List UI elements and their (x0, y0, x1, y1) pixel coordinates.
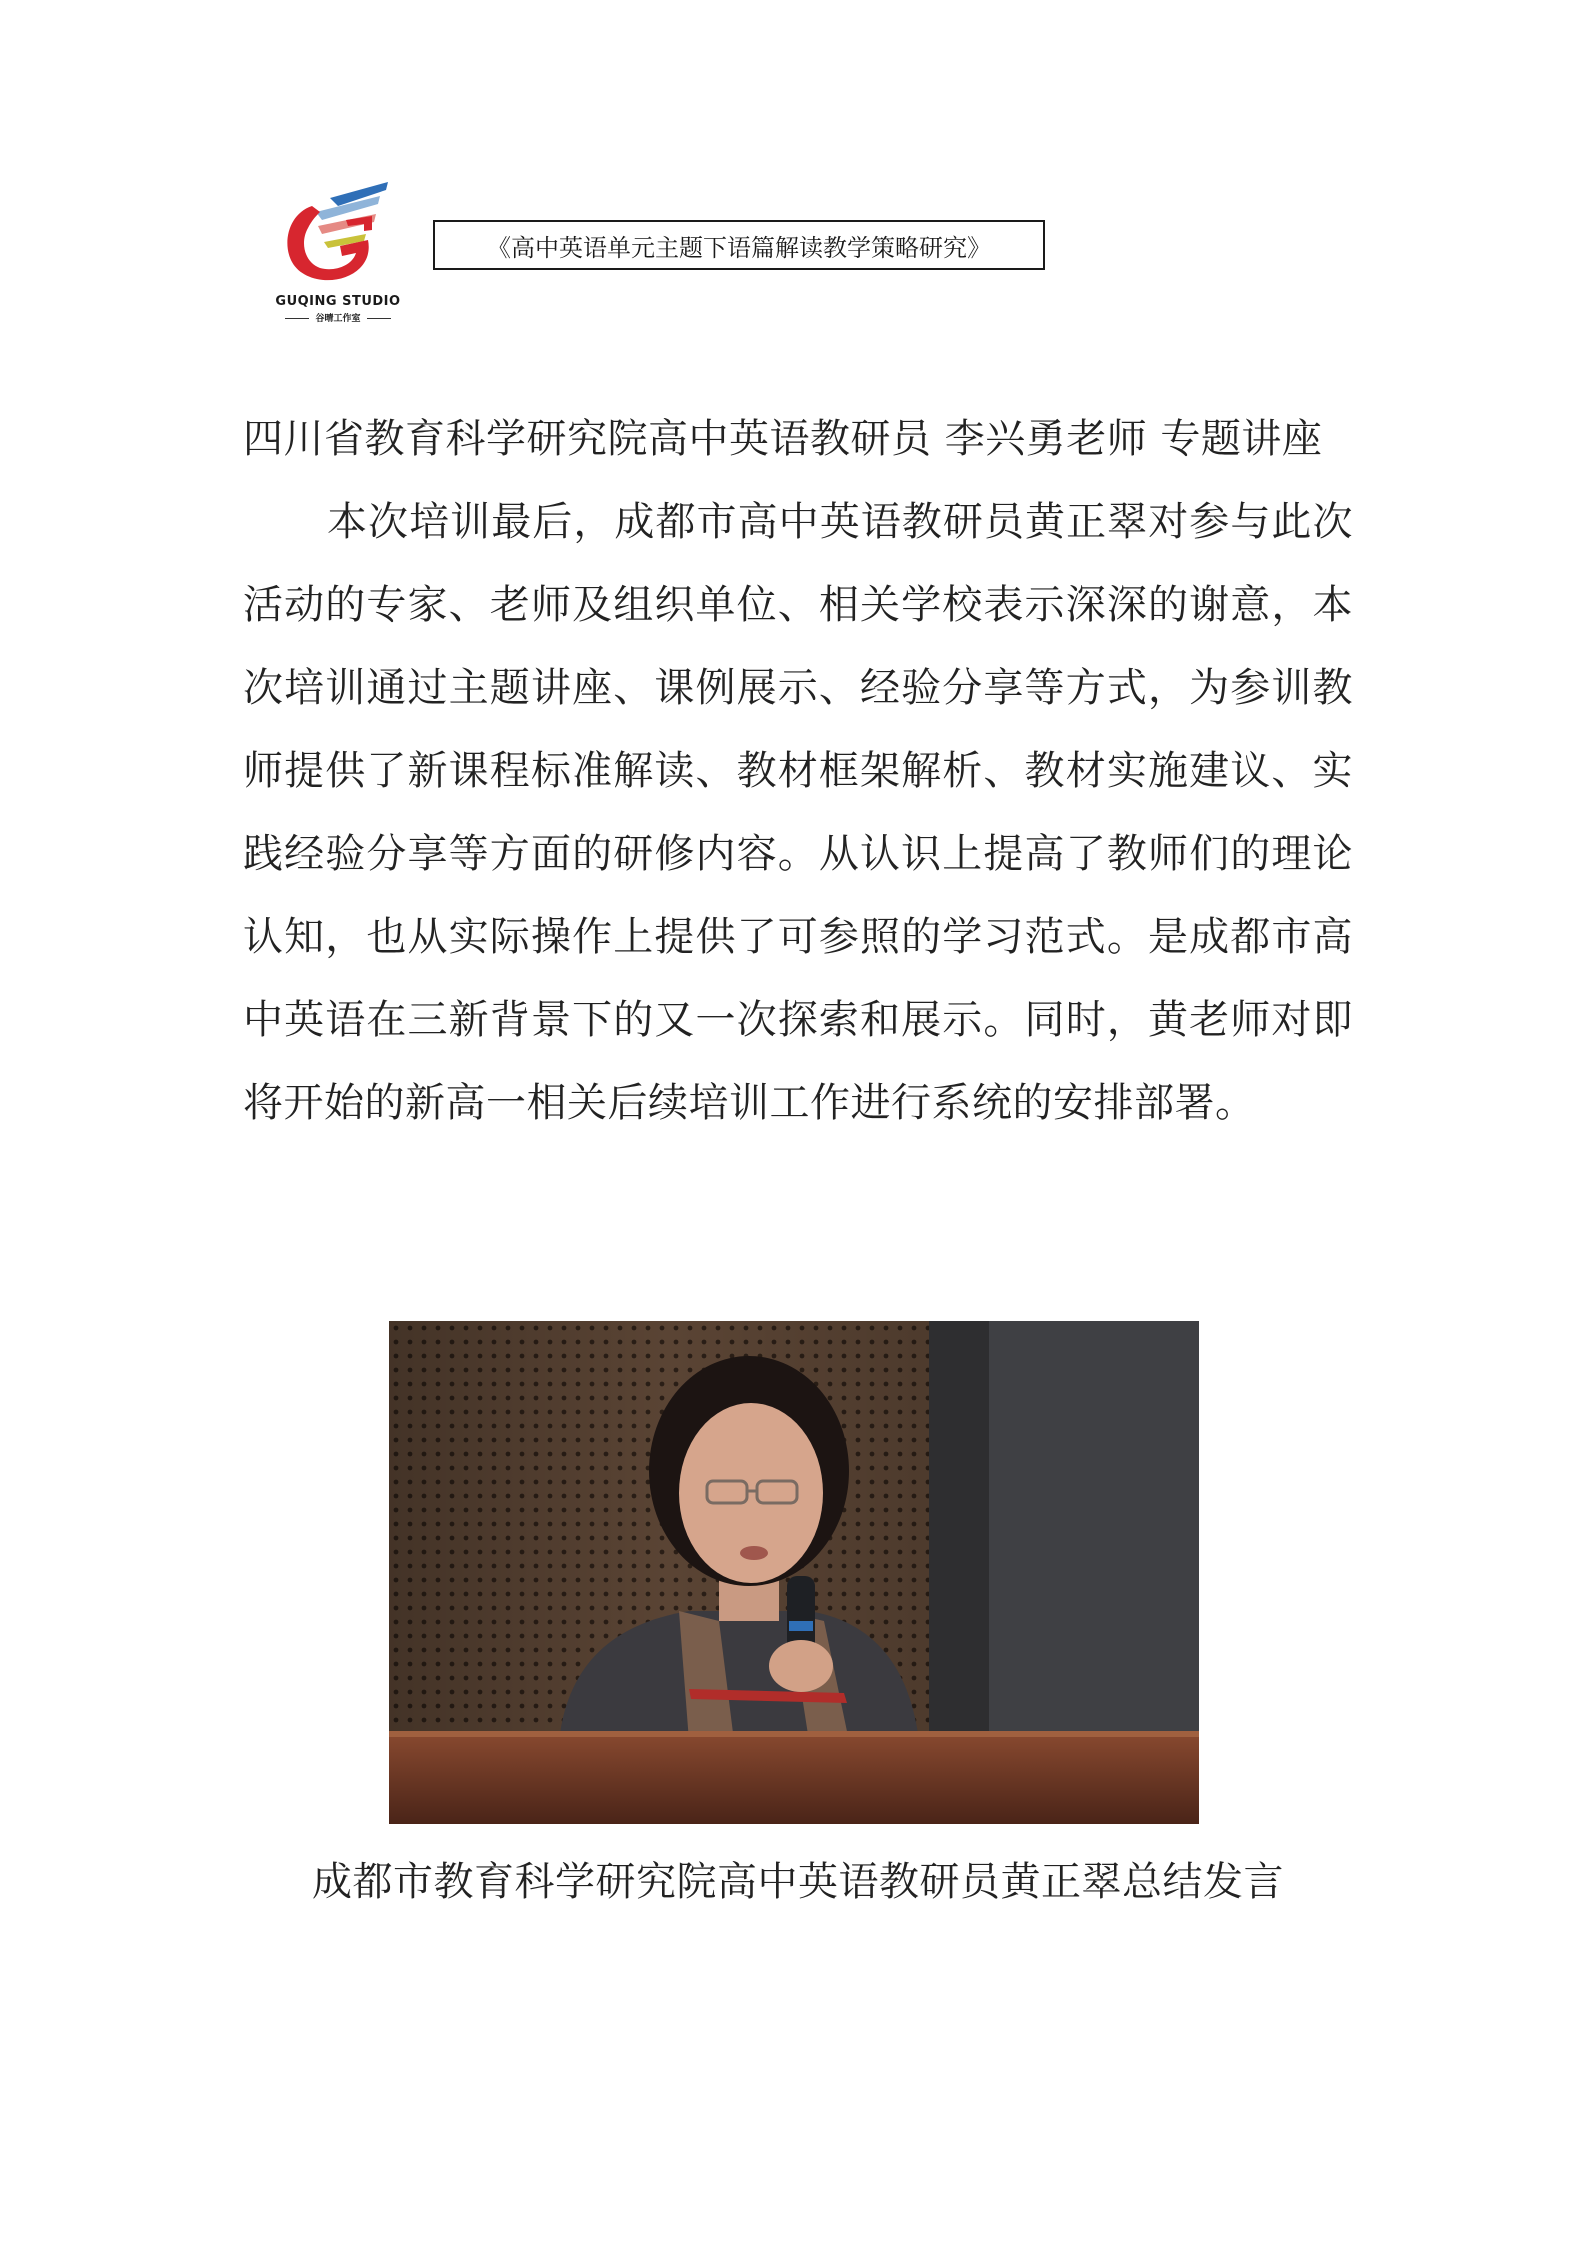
photo-caption: 成都市教育科学研究院高中英语教研员黄正翠总结发言 (312, 1859, 1284, 1905)
paragraph-lecture-note: 四川省教育科学研究院高中英语教研员 李兴勇老师 专题讲座 (243, 416, 1323, 462)
paragraph-summary: 本次培训最后，成都市高中英语教研员黄正翠对参与此次活动的专家、老师及组织单位、相关学校表示深深的谢意，本次培训通过主题讲座、课例展示、经验分享等方式，为参训教师提供了新课程标准解读、教材框架解析、教材实施建议、实践经验分享等方面的研修内容。从认识上提高了教师们的理论认知，也从实际操作上提供了可参照的学习范式。是成都市高中英语在三新背景下的又一次探索和展示。同时，黄老师对即将开始的新高一相关后续培训工作进行系统的安排部署。 (243, 499, 1353, 1126)
page-header (268, 180, 1058, 330)
article-body (243, 398, 1353, 1145)
speaker-photo (389, 1321, 1199, 1824)
studio-logo (268, 180, 408, 330)
logo-text: GUQING STUDIO (275, 294, 401, 309)
document-title: 《高中英语单元主题下语篇解读教学策略研究》 (433, 220, 1045, 270)
logo-subtitle: 谷晴工作室 (268, 311, 408, 324)
